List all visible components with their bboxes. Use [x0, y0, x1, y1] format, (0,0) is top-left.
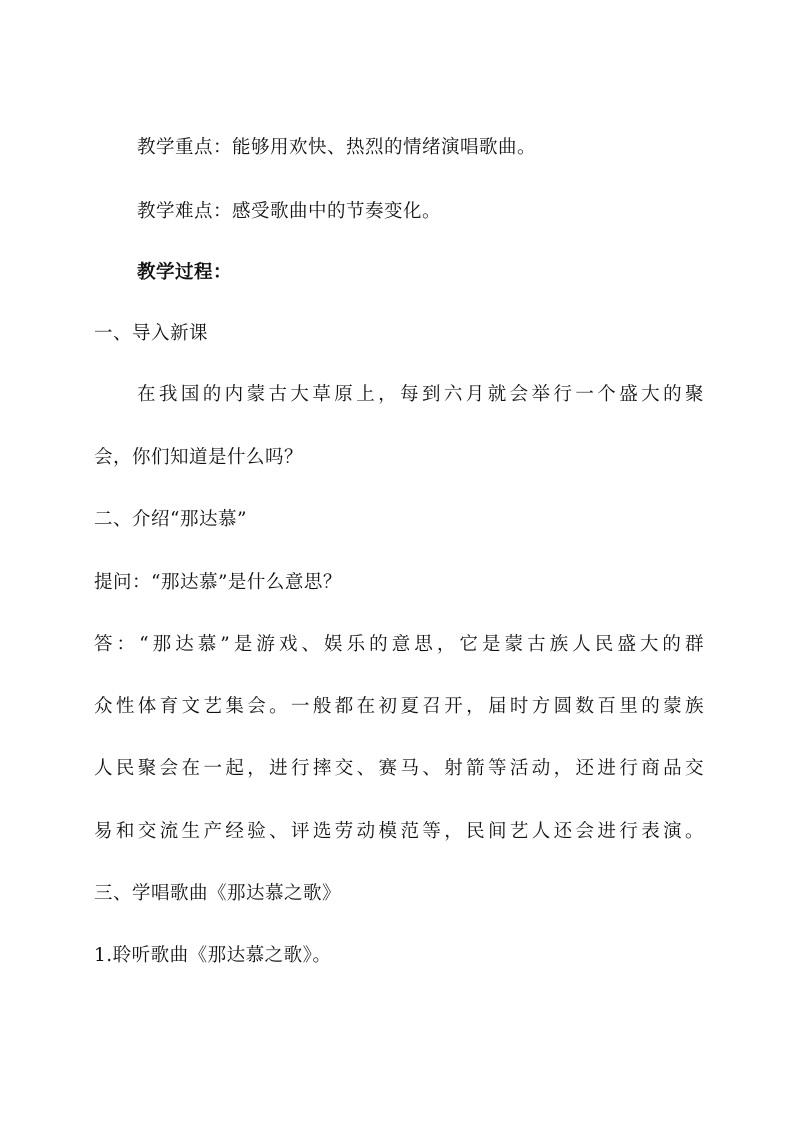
step-1-text: 1.聆听歌曲《那达慕之歌》。 — [94, 945, 332, 966]
teaching-process-heading: 教学过程： — [137, 262, 233, 283]
teaching-key-point: 教学重点：能够用欢快、热烈的情绪演唱歌曲。 — [137, 137, 537, 158]
answer-line-1: 答：“那达慕”是游戏、娱乐的意思，它是蒙古族人民盛大的群 — [94, 634, 704, 655]
section-1-paragraph-line-1: 在我国的内蒙古大草原上，每到六月就会举行一个盛大的聚 — [137, 384, 704, 405]
section-1-paragraph-line-2: 会，你们知道是什么吗？ — [94, 447, 304, 468]
answer-line-2: 众性体育文艺集会。一般都在初夏召开，届时方圆数百里的蒙族 — [94, 696, 704, 717]
section-1-heading: 一、导入新课 — [94, 323, 209, 344]
question-text: 提问：“那达慕”是什么意思？ — [94, 572, 342, 593]
section-2-heading: 二、介绍“那达慕” — [94, 509, 247, 530]
teaching-difficult-point: 教学难点：感受歌曲中的节奏变化。 — [137, 201, 442, 222]
answer-line-3: 人民聚会在一起，进行摔交、赛马、射箭等活动，还进行商品交 — [94, 758, 704, 779]
section-3-heading: 三、学唱歌曲《那达慕之歌》 — [94, 883, 342, 904]
answer-line-4: 易和交流生产经验、评选劳动模范等，民间艺人还会进行表演。 — [94, 821, 704, 842]
